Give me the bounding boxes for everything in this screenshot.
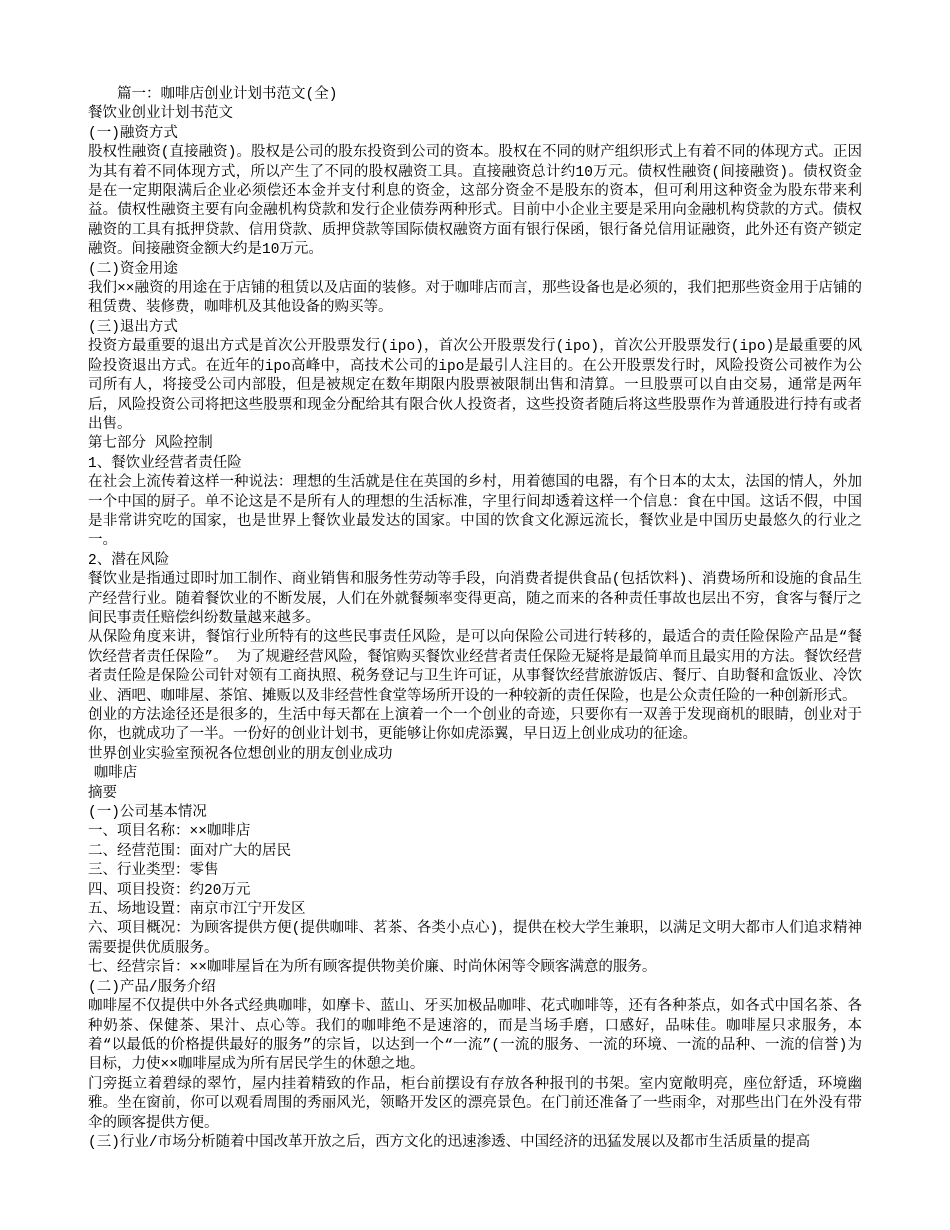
paragraph: 篇一：咖啡店创业计划书范文(全)	[117, 87, 338, 103]
paragraph: 五、场地设置：南京市江宁开发区	[88, 902, 306, 919]
paragraph: 餐饮业创业计划书范文	[88, 106, 233, 123]
paragraph: 七、经营宗旨：××咖啡屋旨在为所有顾客提供物美价廉、时尚休闲等令顾客满意的服务。	[88, 960, 657, 977]
paragraph: (二)产品/服务介绍	[88, 979, 216, 996]
paragraph: 从保险角度来讲，餐馆行业所特有的这些民事责任风险，是可以向保险公司进行转移的，最适合的责任险保险产品是“餐饮经营者责任保险”。 为了规避经营风险，餐馆购买餐饮业经营者责任保险无疑将是最简单而且最实用的方法。餐饮经营者责任险是保险公司针对领有工商执照、税务登记与卫生许可证，从事餐饮经营旅游饭店、餐厅、自助餐和盒饭业、冷饮业、酒吧、咖啡屋、茶馆、摊贩以及非经营性食堂等场所开设的一种较新的责任保险，也是公众责任险的一种创新形式。	[88, 630, 862, 705]
paragraph: 在社会上流传着这样一种说法：理想的生活就是住在英国的乡村，用着德国的电器，有个日本的太太，法国的情人，外加一个中国的厨子。单不论这是不是所有人的理想的生活标准，字里行间却透着这样一个信息：食在中国。这话不假，中国是非常讲究吃的国家，也是世界上餐饮业最发达的国家。中国的饮食文化源远流长，餐饮业是中国历史最悠久的行业之一。	[88, 475, 862, 550]
paragraph: 一、项目名称：××咖啡店	[88, 824, 251, 841]
paragraph: 摘要	[88, 785, 117, 802]
paragraph: 第七部分 风险控制	[88, 436, 213, 453]
document-body	[88, 86, 862, 1153]
paragraph: (二)资金用途	[88, 261, 178, 278]
paragraph: 股权性融资(直接融资)。股权是公司的股东投资到公司的资本。股权在不同的财产组织形式上有着不同的体现方式。正因为其有着不同体现方式，所以产生了不同的股权融资工具。直接融资总计约10万元。债权性融资(间接融资)。债权资金是在一定期限满后企业必须偿还本金并支付利息的资金，这部分资金不是股东的资本，但可利用这种资金为股东带来利益。债权性融资主要有向金融机构贷款和发行企业债券两种形式。目前中小企业主要是采用向金融机构贷款的方式。债权融资的工具有抵押贷款、信用贷款、质押贷款等国际债权融资方面有银行保函，银行备兑信用证融资，此外还有资产锁定融资。间接融资金额大约是10万元。	[88, 145, 862, 259]
paragraph: 2、潜在风险	[88, 552, 170, 569]
paragraph: 1、餐饮业经营者责任险	[88, 455, 242, 472]
paragraph: (一)公司基本情况	[88, 805, 207, 822]
paragraph: (一)融资方式	[88, 125, 178, 142]
paragraph: 世界创业实验室预祝各位想创业的朋友创业成功	[88, 746, 393, 763]
paragraph: 创业的方法途径还是很多的，生活中每天都在上演着一个一个创业的奇迹，只要你有一双善于发现商机的眼睛，创业对于你，也就成功了一半。一份好的创业计划书，更能够让你如虎添翼，早日迈上创业成功的征途。	[88, 708, 862, 744]
paragraph: 三、行业类型：零售	[88, 863, 219, 880]
paragraph: 咖啡屋不仅提供中外各式经典咖啡，如摩卡、蓝山、牙买加极品咖啡、花式咖啡等，还有各种茶点，如各式中国名茶、各种奶茶、保健茶、果汁、点心等。我们的咖啡绝不是速溶的，而是当场手磨，口感好，品味佳。咖啡屋只求服务，本着“以最低的价格提供最好的服务”的宗旨，以达到一个“一流”(一流的服务、一流的环境、一流的品种、一流的信誉)为目标，力使××咖啡屋成为所有居民学生的休憩之地。	[88, 999, 862, 1074]
paragraph: 六、项目概况：为顾客提供方便(提供咖啡、茗茶、各类小点心)，提供在校大学生兼职，以满足文明大都市人们追求精神需要提供优质服务。	[88, 921, 862, 957]
paragraph: 咖啡店	[93, 766, 138, 783]
paragraph: (三)退出方式	[88, 319, 178, 336]
paragraph: (三)行业/市场分析随着中国改革开放之后，西方文化的迅速渗透、中国经济的迅猛发展以及都市生活质量的提高	[88, 1134, 811, 1151]
paragraph: 我们××融资的用途在于店铺的租赁以及店面的装修。对于咖啡店而言，那些设备也是必须的，我们把那些资金用于店铺的租赁费、装修费，咖啡机及其他设备的购买等。	[88, 281, 862, 317]
paragraph: 门旁挺立着碧绿的翠竹，屋内挂着精致的作品，柜台前摆设有存放各种报刊的书架。室内宽敞明亮，座位舒适，环境幽雅。坐在窗前，你可以观看周围的秀丽风光，领略开发区的漂亮景色。在门前还准备了一些雨伞，对那些出门在外没有带伞的顾客提供方便。	[88, 1076, 862, 1132]
paragraph: 餐饮业是指通过即时加工制作、商业销售和服务性劳动等手段，向消费者提供食品(包括饮料)、消费场所和设施的食品生产经营行业。随着餐饮业的不断发展，人们在外就餐频率变得更高，随之而来的各种责任事故也层出不穷，食客与餐厅之间民事责任赔偿纠纷数量越来越多。	[88, 572, 862, 627]
paragraph: 二、经营范围：面对广大的居民	[88, 843, 291, 860]
paragraph: 四、项目投资：约20万元	[88, 882, 251, 899]
paragraph: 投资方最重要的退出方式是首次公开股票发行(ipo)，首次公开股票发行(ipo)，首次公开股票发行(ipo)是最重要的风险投资退出方式。在近年的ipo高峰中，高技术公司的ipo是最引人注目的。在公开股票发行时，风险投资公司被作为公司所有人，将接受公司内部股，但是被规定在数年期限内股票被限制出售和清算。一旦股票可以自由交易，通常是两年后，风险投资公司将把这些股票和现金分配给其有限合伙人投资者，这些投资者随后将这些股票作为普通股进行持有或者出售。	[88, 339, 862, 433]
